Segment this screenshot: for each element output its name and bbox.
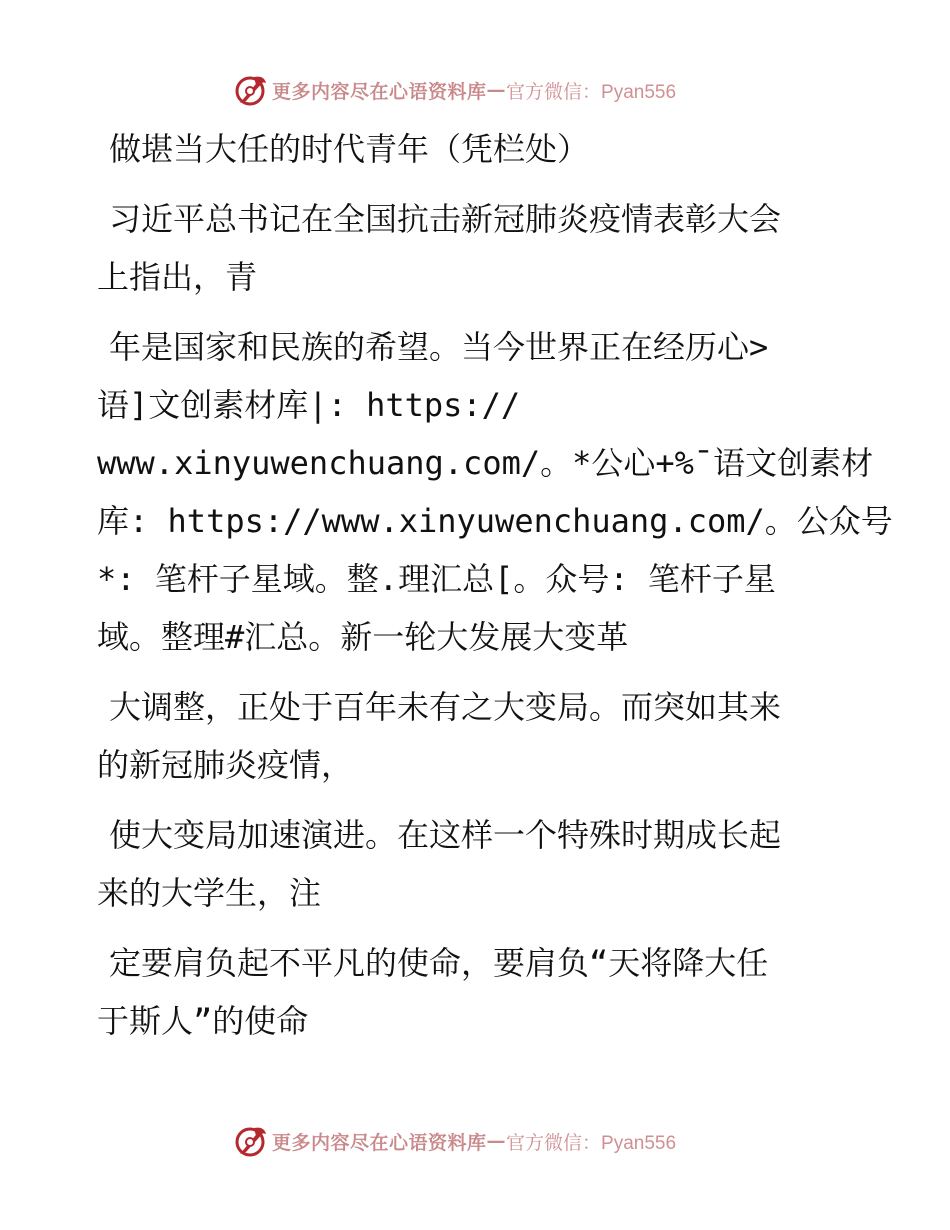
footer-banner xyxy=(0,1121,950,1161)
paragraph-line: 定要肩负起不平凡的使命，要肩负“天将降大任 xyxy=(109,944,769,982)
paragraph-line: 大调整，正处于百年未有之大变局。而突如其来 xyxy=(109,688,782,726)
document-title: 做堪当大任的时代青年（凭栏处） xyxy=(109,130,590,168)
paragraph-line: 的新冠肺炎疫情， xyxy=(97,746,354,784)
footer-banner-main-text: 更多内容尽在心语资料库 xyxy=(272,1131,487,1154)
paragraph-line: *: 笔杆子星域。整.理汇总[。众号: 笔杆子星 xyxy=(97,560,776,598)
paragraph-line: 域。整理#汇总。新一轮大发展大变革 xyxy=(97,618,629,656)
header-banner-content xyxy=(234,70,676,110)
header-banner xyxy=(0,70,950,110)
header-banner-wechat: 官方微信：Pyan556 xyxy=(506,81,677,103)
quill-logo-icon xyxy=(234,1124,268,1158)
paragraph-5 xyxy=(97,934,837,1050)
document-body xyxy=(97,120,893,1050)
footer-banner-content xyxy=(234,1121,676,1161)
paragraph-line: 来的大学生，注 xyxy=(97,874,322,912)
paragraph-line: 库: https://www.xinyuwenchuang.com/。公众号 xyxy=(97,502,893,540)
paragraph-line: 使大变局加速演进。在这样一个特殊时期成长起 xyxy=(109,816,782,854)
quill-logo-icon xyxy=(234,73,268,107)
paragraph-line: 上指出，青 xyxy=(97,258,258,296)
paragraph-line: 年是国家和民族的希望。当今世界正在经历心> xyxy=(109,328,769,366)
paragraph-4 xyxy=(97,806,837,922)
paragraph-line: www.xinyuwenchuang.com/。*公心+%¯语文创素材 xyxy=(97,444,874,482)
paragraph-line: 语]文创素材库|: https:// xyxy=(97,386,521,424)
footer-banner-wechat: 官方微信：Pyan556 xyxy=(506,1132,677,1154)
paragraph-2 xyxy=(97,318,893,666)
header-banner-dash: — xyxy=(486,79,507,101)
header-banner-main-text: 更多内容尽在心语资料库 xyxy=(272,80,487,103)
paragraph-3 xyxy=(97,678,837,794)
footer-banner-dash: — xyxy=(486,1130,507,1152)
paragraph-line: 习近平总书记在全国抗击新冠肺炎疫情表彰大会 xyxy=(109,200,782,238)
paragraph-1 xyxy=(97,190,837,306)
paragraph-line: 于斯人”的使命 xyxy=(97,1002,309,1040)
